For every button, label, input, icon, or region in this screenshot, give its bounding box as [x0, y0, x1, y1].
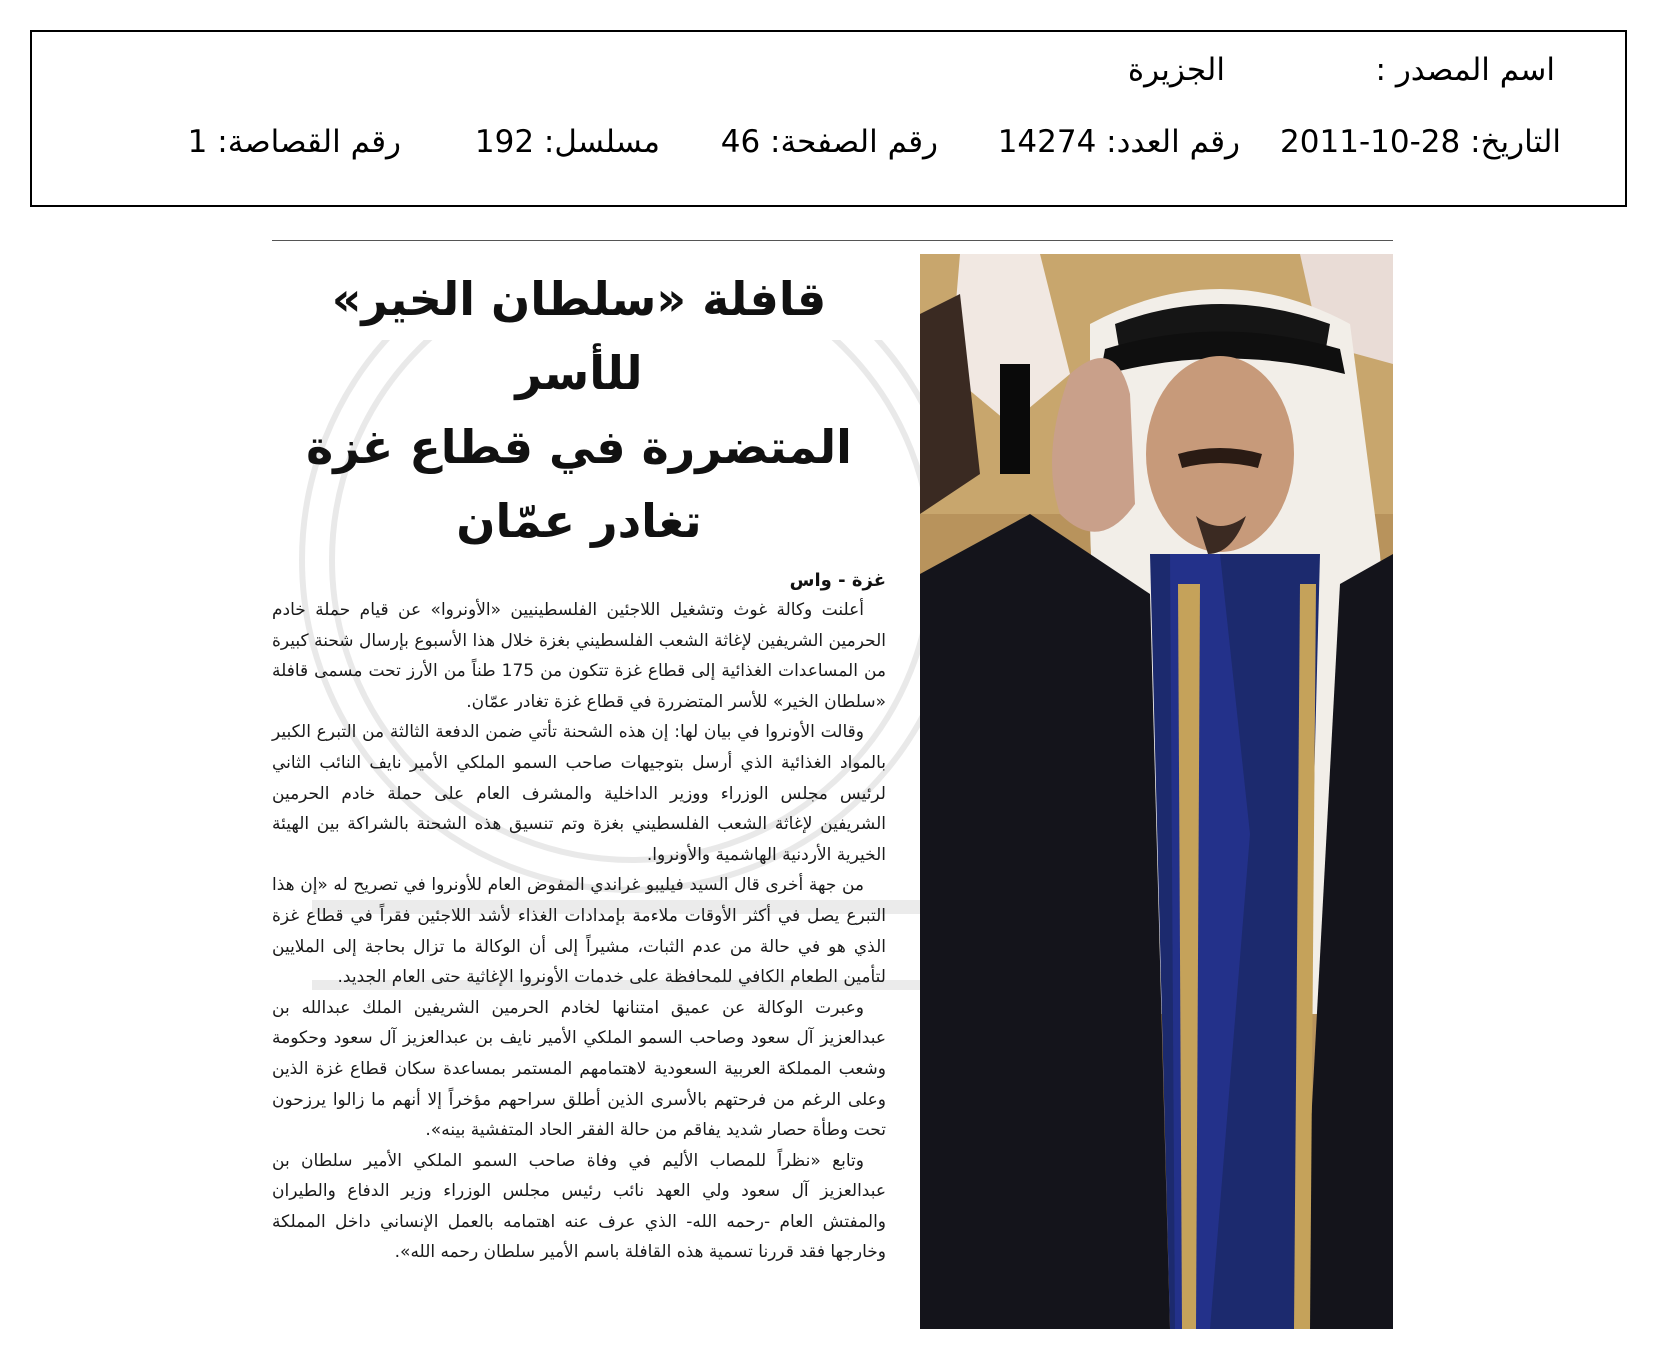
- issue-field: رقم العدد: 14274: [997, 124, 1240, 160]
- paragraph: أعلنت وكالة غوث وتشغيل اللاجئين الفلسطينيين «الأونروا» عن قيام حملة خادم الحرمين الشريفين لإغاثة الشعب الفلسطيني بغزة خلال هذا الأسبوع بإرسال شحنة كبيرة من المساعدات الغذائية إلى قطاع غزة تتكون من 175 طناً من الأرز تحت مسمى قافلة «سلطان الخير» للأسر المتضررة في قطاع غزة تغادر عمّان.: [272, 600, 886, 712]
- headline: [272, 262, 886, 558]
- paragraph: وقالت الأونروا في بيان لها: إن هذه الشحنة تأتي ضمن الدفعة الثالثة من التبرع الكبير بالمواد الغذائية الذي أرسل بتوجيهات صاحب السمو الملكي الأمير نايف النائب الثاني لرئيس مجلس الوزراء ووزير الداخلية والمشرف العام على حملة خادم الحرمين الشريفين لإغاثة الشعب الفلسطيني بغزة وتم تنسيق هذه الشحنة بالشراكة بين الهيئة الخيرية الأردنية الهاشمية والأونروا.: [272, 722, 886, 865]
- date-field: التاريخ: 28-10-2011: [1280, 124, 1561, 160]
- clipping-header: [30, 30, 1627, 207]
- paragraph: من جهة أخرى قال السيد فيليبو غراندي المفوض العام للأونروا في تصريح له «إن هذا التبرع يصل في أكثر الأوقات ملاءمة بإمدادات الغذاء لأشد اللاجئين فقراً في قطاع غزة الذي هو في حالة من عدم الثبات، مشيراً إلى أن الوكالة ما تزال بحاجة إلى الملايين لتأمين الطعام الكافي للمحافظة على خدمات الأونروا الإغاثية حتى العام الجديد.: [272, 875, 886, 988]
- byline: غزة - واس: [789, 570, 886, 591]
- serial-field: مسلسل: 192: [474, 124, 660, 160]
- source-value: الجزيرة: [1127, 52, 1225, 88]
- page-field: رقم الصفحة: 46: [720, 124, 938, 160]
- top-rule: [272, 240, 1393, 241]
- paragraph: وعبرت الوكالة عن عميق امتنانها لخادم الحرمين الشريفين الملك عبدالله بن عبدالعزيز آل سعود وصاحب السمو الملكي الأمير نايف بن عبدالعزيز آل سعود وحكومة وشعب المملكة العربية السعودية لاهتمامهم المستمر بمساعدة سكان قطاع غزة الذين وعلى الرغم من فرحتهم بالأسرى الذين أطلق سراحهم مؤخراً إلا أنهم ما زالوا يرزحون تحت وطأة حصار شديد يفاقم من حالة الفقر الحاد المتفشية بينه».: [272, 997, 886, 1141]
- clipping-field: رقم القصاصة: 1: [187, 124, 401, 160]
- source-label: اسم المصدر :: [1375, 52, 1555, 88]
- article: [272, 262, 886, 1268]
- paragraph: وتابع «نظراً للمصاب الأليم في وفاة صاحب السمو الملكي الأمير سلطان بن عبدالعزيز آل سعود ولي العهد نائب رئيس مجلس الوزراء وزير الدفاع والطيران والمفتش العام -رحمه الله- الذي عرف عنه اهتمامه بالعمل الإنساني داخل المملكة وخارجها فقد قررنا تسمية هذه القافلة باسم الأمير سلطان رحمه الله».: [272, 1150, 886, 1263]
- portrait-illustration-icon: [920, 254, 1393, 1329]
- headline-line-1: قافلة «سلطان الخير» للأسر: [331, 272, 827, 400]
- headline-line-2: المتضررة في قطاع غزة تغادر عمّان: [306, 420, 852, 548]
- news-photo: [920, 254, 1393, 1329]
